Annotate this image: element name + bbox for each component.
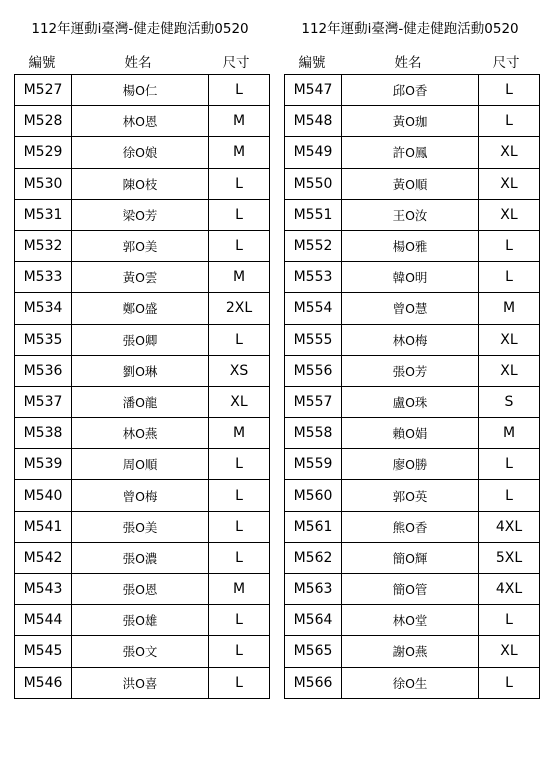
size-cell: XL	[479, 324, 540, 355]
table-row	[285, 75, 540, 106]
size-cell: L	[209, 168, 270, 199]
table-row	[15, 106, 270, 137]
right-header-size: 尺寸	[492, 55, 520, 71]
code-cell: M554	[285, 293, 342, 324]
name-cell: 梁O芳	[72, 199, 209, 230]
code-cell: M544	[15, 605, 72, 636]
left-header-size: 尺寸	[222, 55, 250, 71]
table-row	[15, 199, 270, 230]
table-row	[15, 418, 270, 449]
code-cell: M527	[15, 75, 72, 106]
table-row	[15, 168, 270, 199]
code-cell: M535	[15, 324, 72, 355]
left-header-code: 編號	[28, 55, 56, 71]
left-table-body	[15, 75, 270, 699]
name-cell: 林O梅	[342, 324, 479, 355]
size-cell: L	[209, 511, 270, 542]
name-cell: 許O鳳	[342, 137, 479, 168]
code-cell: M556	[285, 355, 342, 386]
table-row	[15, 293, 270, 324]
left-table	[14, 74, 270, 699]
right-table-body	[285, 75, 540, 699]
right-header-code: 編號	[298, 55, 326, 71]
right-table	[284, 74, 540, 699]
table-row	[15, 324, 270, 355]
code-cell: M549	[285, 137, 342, 168]
size-cell: XS	[209, 355, 270, 386]
name-cell: 張O濃	[72, 542, 209, 573]
right-title: 112年運動i臺灣-健走健跑活動0520	[301, 21, 519, 37]
name-cell: 曾O梅	[72, 480, 209, 511]
code-cell: M529	[15, 137, 72, 168]
size-cell: L	[209, 449, 270, 480]
name-cell: 邱O香	[342, 75, 479, 106]
code-cell: M536	[15, 355, 72, 386]
name-cell: 郭O美	[72, 230, 209, 261]
table-row	[285, 324, 540, 355]
name-cell: 張O恩	[72, 574, 209, 605]
name-cell: 張O美	[72, 511, 209, 542]
code-cell: M564	[285, 605, 342, 636]
size-cell: M	[209, 106, 270, 137]
name-cell: 張O卿	[72, 324, 209, 355]
size-cell: L	[479, 449, 540, 480]
size-cell: L	[209, 324, 270, 355]
table-row	[15, 230, 270, 261]
size-cell: M	[479, 293, 540, 324]
size-cell: M	[209, 137, 270, 168]
code-cell: M539	[15, 449, 72, 480]
code-cell: M557	[285, 386, 342, 417]
table-row	[15, 511, 270, 542]
code-cell: M532	[15, 230, 72, 261]
name-cell: 賴O娟	[342, 418, 479, 449]
table-row	[15, 605, 270, 636]
size-cell: XL	[479, 137, 540, 168]
size-cell: L	[479, 667, 540, 698]
size-cell: M	[209, 262, 270, 293]
code-cell: M555	[285, 324, 342, 355]
table-row	[285, 137, 540, 168]
table-row	[15, 667, 270, 698]
table-row	[15, 574, 270, 605]
table-row	[15, 386, 270, 417]
code-cell: M548	[285, 106, 342, 137]
table-row	[285, 106, 540, 137]
size-cell: S	[479, 386, 540, 417]
size-cell: 4XL	[479, 511, 540, 542]
name-cell: 楊O雅	[342, 230, 479, 261]
name-cell: 林O堂	[342, 605, 479, 636]
code-cell: M553	[285, 262, 342, 293]
name-cell: 曾O慧	[342, 293, 479, 324]
table-row	[285, 418, 540, 449]
code-cell: M528	[15, 106, 72, 137]
name-cell: 林O恩	[72, 106, 209, 137]
size-cell: L	[209, 667, 270, 698]
table-row	[285, 449, 540, 480]
code-cell: M537	[15, 386, 72, 417]
name-cell: 陳O枝	[72, 168, 209, 199]
name-cell: 謝O燕	[342, 636, 479, 667]
code-cell: M561	[285, 511, 342, 542]
name-cell: 熊O香	[342, 511, 479, 542]
name-cell: 周O順	[72, 449, 209, 480]
table-row	[285, 386, 540, 417]
code-cell: M550	[285, 168, 342, 199]
size-cell: M	[209, 574, 270, 605]
size-cell: L	[209, 636, 270, 667]
code-cell: M558	[285, 418, 342, 449]
code-cell: M538	[15, 418, 72, 449]
name-cell: 潘O龍	[72, 386, 209, 417]
size-cell: L	[209, 75, 270, 106]
name-cell: 黃O順	[342, 168, 479, 199]
code-cell: M531	[15, 199, 72, 230]
code-cell: M541	[15, 511, 72, 542]
name-cell: 王O汝	[342, 199, 479, 230]
name-cell: 林O燕	[72, 418, 209, 449]
code-cell: M565	[285, 636, 342, 667]
name-cell: 徐O娘	[72, 137, 209, 168]
code-cell: M560	[285, 480, 342, 511]
name-cell: 鄭O盛	[72, 293, 209, 324]
table-row	[15, 137, 270, 168]
code-cell: M551	[285, 199, 342, 230]
code-cell: M530	[15, 168, 72, 199]
table-row	[285, 511, 540, 542]
name-cell: 楊O仁	[72, 75, 209, 106]
table-row	[15, 355, 270, 386]
size-cell: L	[479, 262, 540, 293]
table-row	[285, 542, 540, 573]
size-cell: 5XL	[479, 542, 540, 573]
size-cell: XL	[479, 355, 540, 386]
name-cell: 徐O生	[342, 667, 479, 698]
code-cell: M545	[15, 636, 72, 667]
size-cell: L	[209, 605, 270, 636]
table-row	[15, 75, 270, 106]
code-cell: M566	[285, 667, 342, 698]
left-header-name: 姓名	[124, 55, 152, 71]
table-row	[285, 574, 540, 605]
name-cell: 簡O管	[342, 574, 479, 605]
left-panel	[14, 18, 266, 699]
table-row	[285, 262, 540, 293]
code-cell: M533	[15, 262, 72, 293]
size-cell: XL	[479, 199, 540, 230]
name-cell: 韓O明	[342, 262, 479, 293]
size-cell: L	[479, 605, 540, 636]
size-cell: XL	[479, 168, 540, 199]
right-header-row	[284, 48, 536, 74]
size-cell: M	[209, 418, 270, 449]
name-cell: 黃O珈	[342, 106, 479, 137]
size-cell: L	[479, 230, 540, 261]
code-cell: M542	[15, 542, 72, 573]
table-row	[285, 230, 540, 261]
name-cell: 張O文	[72, 636, 209, 667]
right-panel	[284, 18, 536, 699]
table-row	[15, 262, 270, 293]
name-cell: 黃O雲	[72, 262, 209, 293]
size-cell: L	[209, 542, 270, 573]
size-cell: L	[209, 199, 270, 230]
table-row	[285, 480, 540, 511]
table-row	[15, 542, 270, 573]
size-cell: L	[479, 480, 540, 511]
code-cell: M540	[15, 480, 72, 511]
table-row	[15, 480, 270, 511]
table-row	[15, 636, 270, 667]
name-cell: 簡O輝	[342, 542, 479, 573]
code-cell: M562	[285, 542, 342, 573]
size-cell: M	[479, 418, 540, 449]
table-row	[285, 636, 540, 667]
code-cell: M559	[285, 449, 342, 480]
size-cell: L	[209, 480, 270, 511]
name-cell: 劉O琳	[72, 355, 209, 386]
code-cell: M563	[285, 574, 342, 605]
code-cell: M552	[285, 230, 342, 261]
name-cell: 張O芳	[342, 355, 479, 386]
name-cell: 盧O珠	[342, 386, 479, 417]
size-cell: L	[479, 106, 540, 137]
left-title: 112年運動i臺灣-健走健跑活動0520	[31, 21, 249, 37]
code-cell: M543	[15, 574, 72, 605]
table-row	[285, 293, 540, 324]
table-row	[285, 355, 540, 386]
name-cell: 郭O英	[342, 480, 479, 511]
size-cell: XL	[479, 636, 540, 667]
table-row	[15, 449, 270, 480]
code-cell: M547	[285, 75, 342, 106]
size-cell: XL	[209, 386, 270, 417]
table-row	[285, 168, 540, 199]
left-header-row	[14, 48, 266, 74]
code-cell: M546	[15, 667, 72, 698]
table-row	[285, 199, 540, 230]
name-cell: 洪O喜	[72, 667, 209, 698]
size-cell: 2XL	[209, 293, 270, 324]
size-cell: L	[209, 230, 270, 261]
size-cell: L	[479, 75, 540, 106]
right-header-name: 姓名	[394, 55, 422, 71]
table-row	[285, 605, 540, 636]
name-cell: 廖O勝	[342, 449, 479, 480]
code-cell: M534	[15, 293, 72, 324]
name-cell: 張O雄	[72, 605, 209, 636]
size-cell: 4XL	[479, 574, 540, 605]
table-row	[285, 667, 540, 698]
